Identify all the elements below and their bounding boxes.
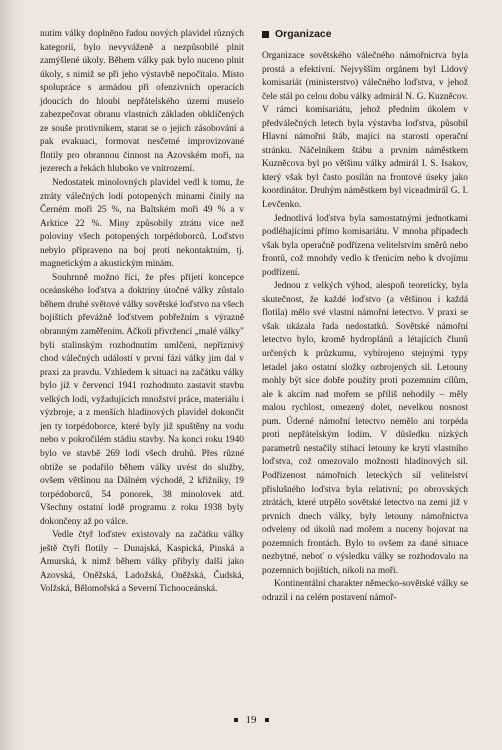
- paragraph: Kontinentální charakter německo-sovětské války se odrazil i na celém postavení námoř-: [262, 579, 468, 603]
- page-number: 19: [245, 714, 257, 726]
- paragraph: Nedostatek minolovných plavidel vedl k tomu, že ztráty válečných lodí potopených minami činily na Černém moři 25 %, na Baltském moři 49 % a v Arktice 22 %. Miny způsobily ztrátu více než poloviny všech potopených torpédoborců. Loďstvo nebylo připraveno na boj proti nekontaktním, tj. magnetickým a akustickým minám.: [40, 178, 244, 270]
- footer-dot-icon: [234, 718, 238, 722]
- page-footer: [0, 714, 502, 726]
- footer-dot-icon: [265, 718, 269, 722]
- page-binding-edge: [0, 0, 26, 750]
- paragraph: Jednotlivá loďstva byla samostatnými jednotkami podléhajícími přímo komisariátu. V mnoha případech však byla operačně podřízena velitelstvím směrů nebo frontů, což mnohdy vedlo k třenicím nebo k dvojímu podřízení.: [262, 213, 468, 278]
- paragraph: nutím války doplněno řadou nových plavidel různých kategorií, bylo nevyváženě a nezpůsobilé plnit zamýšlené úkoly. Během války pak bylo nuceno plnit úkoly, s nimiž se při jeho výstavbě nepočítalo. Místo spolupráce s armádou při ofenzivních operacích jdoucích do hloubi nepřátelského území muselo zabezpečovat obranu vlastních základen obklíčených ze souše protivníkem, starat se o jejich zásobování a pak evakuaci, formovat nesčetné improvizované flotily pro obrannou činnost na Azovském moři, na jezerech a řekách hluboko ve vnitrozemí.: [40, 29, 244, 175]
- paragraph: Souhrnně možno říci, že přes přijetí koncepce oceánského loďstva a doktríny útočné války zůstalo během druhé světové války sovětské loďstvo na všech bojištích převážně loďstvem pobřežním s výrazně obranným zaměřením. Ačkoli přivržencí „malé války" byli stalinským rozhodnutím umlčeni, nepříznivý chod válečných událostí v první fázi války jim dal v praxi za pravdu. Vzhledem k situaci na začátku války bylo již v červenci 1941 rozhodnuto zastavit stavbu velkých lodí, vyžadujících množství práce, materiálu i výzbroje, a z menších hladinových plavidel dokončit jen ty torpédoborce, které byly již spuštěny na vodu nebo v pokročilém stádiu stavby. Na konci roku 1940 bylo ve stavbě 269 lodí všech druhů. Přes různé obtíže se podařilo během války uvést do služby, ovšem většinou na Dálném východě, 2 křižníky, 19 torpédoborců, 54 ponorek, 38 minolovek atd. Všechny ostatní lodě programu z roku 1938 byly dokončeny až po válce.: [40, 272, 244, 527]
- left-text-column: [40, 28, 244, 597]
- section-heading: [262, 28, 468, 41]
- paragraph: Vedle čtyř loďstev existovaly na začátku války ještě čtyři flotily – Dunajská, Kaspická, Pinská a Amurská, k nimž během války přibyly další jako Azovská, Oněžská, Ladožská, Oněžská, Čudská, Volžská, Bělomořská a Severní Tichooceánská.: [40, 530, 244, 595]
- paragraph: Jednou z velkých výhod, alespoň teoreticky, byla skutečnost, že každé loďstvo (a většinou i každá flotila) mělo své vlastní námořní letectvo. V praxi se však ukázala řada nedostatků. Sovětské námořní letectvo bylo, kromě hydroplánů a létajících člunů určených k průzkumu, vybírojeno stejnými typy letadel jako ostatní složky ozbrojených sil. Letouny mohly být sice dobře použity proti pozemním cílům, ale k akcím nad mořem se příliš nehodily – měly malou rychlost, omezený dolet, nevelkou nosnost pum. Úderné námořní letectvo nemělo ani torpéda proti nepřátelským lodím. V důsledku nízkých parametrů nestačily stíhací letouny ke krytí vlastního loďstva, což omezovalo možnosti hladinových sil. Podřízenost námořních leteckých sil velitelství příslušného loďstva byla relativní; po obrovských ztrátách, které utrpělo sovětské letectvo na zemi již v prvních dnech války, byly letouny námořnictva odveleny od úkolů nad mořem a nuceny bojovat na pozemních frontách. Bylo to ovšem za dané situace nezbytné, neboť o výsledku války se rozhodovalo na pozemních bojištích, nikoli na moři.: [262, 281, 468, 576]
- square-bullet-icon: [262, 31, 269, 38]
- paragraph: Organizace sovětského válečného námořnictva byla prostá a efektivní. Nejvyšším orgánem byl Lidový komisariát (ministerstvo) válečného loďstva, v jehož čele stál po celou dobu války admirál N. G. Kuzněcov. V rámci komisariátu, jehož předním úkolem v předválečných letech byla výstavba loďstva, působil Hlavní námořní štáb, mající na starosti operační stránku. Náčelníkem štábu a prvním náměstkem Kuzněcova byl po většinu války admirál I. S. Isakov, který však byl často posílán na frontové úseky jako koordinátor. Druhým náměstkem byl viceadmirál G. I. Levčenko.: [262, 51, 468, 211]
- right-text-column: [262, 28, 468, 605]
- section-heading-text: Organizace: [275, 28, 332, 40]
